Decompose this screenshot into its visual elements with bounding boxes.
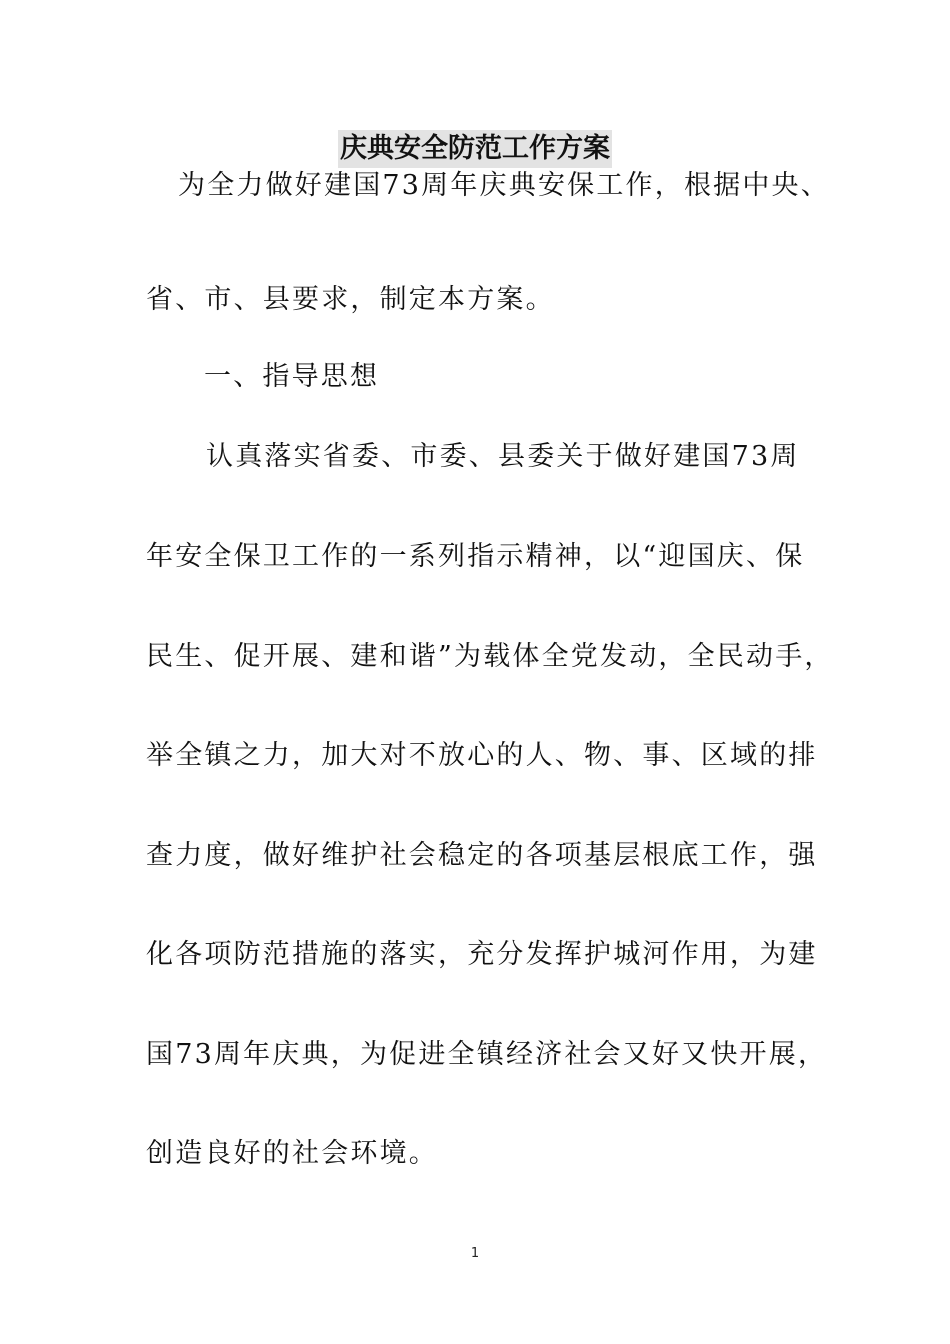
paragraph-line: 年安全保卫工作的一系列指示精神，以“迎国庆、保: [146, 541, 805, 572]
title-container: [0, 130, 950, 168]
paragraph-line: 认真落实省委、市委、县委关于做好建国73周: [206, 441, 800, 472]
section-heading: 一、指导思想: [204, 361, 380, 392]
paragraph-line: 化各项防范措施的落实，充分发挥护城河作用，为建: [146, 939, 818, 970]
paragraph-line: 国73周年庆典，为促进全镇经济社会又好又快开展，: [146, 1039, 828, 1070]
paragraph-line: 为全力做好建国73周年庆典安保工作，根据中央、: [178, 170, 830, 201]
document-title: 庆典安全防范工作方案: [338, 130, 612, 168]
page-number: 1: [470, 1246, 480, 1261]
paragraph-line: 省、市、县要求，制定本方案。: [146, 284, 555, 315]
paragraph-line: 创造良好的社会环境。: [146, 1138, 438, 1169]
paragraph-line: 查力度，做好维护社会稳定的各项基层根底工作，强: [146, 840, 818, 871]
paragraph-line: 民生、促开展、建和谐”为载体全党发动，全民动手，: [146, 641, 834, 672]
paragraph-line: 举全镇之力，加大对不放心的人、物、事、区域的排: [146, 740, 818, 771]
